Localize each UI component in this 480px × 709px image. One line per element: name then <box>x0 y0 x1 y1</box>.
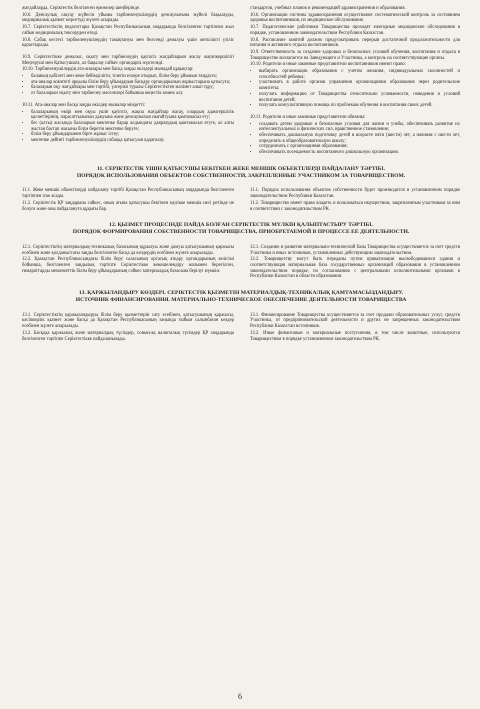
list-item: • получать информацию от Товарищества относительно успеваемости, поведения и условий воспитания детей; <box>259 92 460 103</box>
paragraph: 12.2. Қазақстан Республикасындағы білім беру саласының ортасық атқару органдарының келісімі бойынша, белгіленген заңдылық тәртіпте Серіктестікке жекешелендіру жолымен беретілген, ғимараттарды мемлекеттік білім беру ұйымдарының сәйкес материалдық базасына берілуі мүмкін. <box>22 257 234 274</box>
paragraph: 10.8. Расписание занятий должно предусматривать перерыв достаточной продолжительности для питания и активного отдыха воспитанников. <box>250 37 460 49</box>
section-12-columns <box>22 245 460 281</box>
section-12-heading-ru: ПОРЯДОК ФОРМИРОВАНИЯ СОБСТВЕННОСТИ ТОВАРИЩЕСТВА, ПРИОБРЕТАЕМОЙ В ПРОЦЕССЕ ЕЕ ДЕЯТЕЛЬНОСТИ. <box>72 229 410 236</box>
section-11-right-column <box>250 188 460 213</box>
list-item: • обеспечивать дошкольную подготовку детей в возрасте пяти (шести) лет, а начиная с шести лет, определять в общеобразовательную школу; <box>259 133 460 144</box>
paragraph: 11.1. Порядок использования объектов собственности будет производится в установленном порядке законодательством Республики Казахстан. <box>250 188 460 200</box>
top-right-column <box>250 6 460 157</box>
list-item: • ата-аналар комитеті арқылы білім беру ұйымдарын басқару органдарының жұмыстарына қатысуға; <box>31 80 234 86</box>
section-13-heading <box>22 290 460 304</box>
section-11-heading-kz: 11. СЕРІКТЕСТІК ҮШІН ҚАТЫСУШЫ БЕКІТКЕН ЖЕКЕ МЕНШІК ОБЪЕКТІЛЕРДІ ПАЙДАЛАНУ ТӘРТІБІ. <box>96 165 386 172</box>
paragraph: 13.1. Серіктестіктің қаржыландыруы білім беру қызметтерін сату есебінен, қатысушының қаржысы, кәсіпкерлік қызмет және басқа да Қазақстан Республикасының заңында тыйым салынбаған көздер есебінен жүзеге асырылады. <box>22 312 234 330</box>
paragraph: 10.11. Родители и иные законные представители обязаны: <box>250 114 366 120</box>
list-item: • обеспечивать посещаемость воспитанного дошкольную организацию. <box>259 150 460 156</box>
list-item: • балаларының өмірі мен оқуы үшін қауіпсіз, жақсы жағдайлар жасау, олардың адамгершілік қасиеттерінің, парасаттылығын дамуына және денсаулығын нығайтуына қамтамасыз ету; <box>31 110 234 121</box>
list-item: • бес (алты) жасында балаларын мектепке барар алдындағы даярлаудың қамтамасыз етуге, ал алты жастан бастап жасыны білім беретін мектепке беруге; <box>31 121 234 132</box>
paragraph: 11.2. Серіктестік ҚР заңдарына сәйкес, оның атына қатысушы бекіткен мүлікке меншік иесі ретінде ие болуға және оны пайдалануға құқығы бар. <box>22 200 234 212</box>
top-left-column <box>22 6 234 157</box>
list-item: • получать консультативную помощь по проблемам обучения и воспитания своих детей. <box>259 103 460 109</box>
section-13-heading-ru: ИСТОЧНИК ФИНАНСИРОВАНИЯ. МАТЕРИАЛЬНО-ТЕХНИЧЕСКОЕ ОБЕСПЕЧЕНИЕ ДЕЯТЕЛЬНОСТИ ТОВАРИЩЕСТВА <box>75 296 407 303</box>
paragraph: 10.11. Ата-аналар мен басқа заңды өкілдер мыналар міндетті: <box>22 102 146 108</box>
paragraph: 12.1. Серіктестіктің материалдық-техникалық базасының құрылуы және дамуы қатысушының қаржысы есебінен және қолданыстағы заңды белгіленген басқа да көздердің есебінен жүзеге асырылады. <box>22 244 234 256</box>
bullet-list <box>250 122 460 156</box>
list-item: • сотрудничать с организациями образования; <box>259 144 460 150</box>
bullet-list <box>250 69 460 109</box>
paragraph: 11.1. Жеке меншік объектілерді пайдалану тәртібі Қазақстан Республикасының заңдарында белгіленген тәртіппен іске асады. <box>22 188 234 200</box>
paragraph: 10.7. Педагогические работники Товарищества проходят ежегодные медицинские обследования в порядке, установленном законодательством Республики Казахстан. <box>250 25 460 36</box>
section-13-left-column <box>22 313 234 344</box>
list-item: • от балаларын оқыту мен тәрбиелеу мәселелері бойынша кеңестік көмек алу. <box>31 91 234 97</box>
paragraph: 10.6. Организации системы здравоохранения осуществляют систематический контроль за состоянием здоровья воспитанников, их медицинское обслуживание. <box>250 12 460 24</box>
section-12-left-column <box>22 245 234 281</box>
section-12-heading-kz: 12. ҚЫЗМЕТ ПРОЦЕСІНДЕ ПАЙДА БОЛҒАН СЕРІКТЕСТІК МҮЛКІН ҚАЛЫПТАСТЫРУ ТӘРТІБІ. <box>109 222 373 229</box>
top-columns <box>22 6 460 157</box>
paragraph: 13.2. Иные финансовые и материальные поступления, в том числе валютные, используются Товариществом в порядке установленном законодательством РК. <box>250 330 460 342</box>
section-11-left-column <box>22 188 234 213</box>
bullet-list <box>22 74 234 97</box>
paragraph: стандартов, учебных планов и рекомендаций здравоохранения и образования. <box>250 6 406 11</box>
list-item: • участвовать в работе органов управления организациями образования через родительские комитеты; <box>259 80 460 91</box>
section-13-right-column <box>250 313 460 344</box>
section-12-heading <box>22 222 460 236</box>
section-11-heading-ru: ПОРЯДОК ИСПОЛЬЗОВАНИЯ ОБЪЕКТОВ СОБСТВЕННОСТИ, ЗАКРЕПЛЕННЫЕ УЧАСТНИКОМ ЗА ТОВАРИЩЕСТВОМ. <box>76 172 406 179</box>
list-item: • создавать детям здоровые и безопасные условия для жизни и учебы, обеспечивать развитие их интеллектуальных и физических сил, нравственное становление; <box>259 122 460 133</box>
page-number: 6 <box>238 692 242 701</box>
section-12-right-column <box>250 245 460 281</box>
paragraph: 11.2. Товарищество имеет право владеть и пользоваться имуществом, закрепленным участником за ним в соответствии с законодательством РК. <box>250 200 460 212</box>
list-item: • мектепке дейінгі тәрбиеленушілердің сабаққа қатысуын қадағалау. <box>31 138 234 144</box>
paragraph: 10.6. Денсаулық сақтау жүйесін уйымы тарбиеленушілердің денсаулығына жүйелі бақылауды, медициналық қызмет көрсетуді жүзеге асырады. <box>22 12 234 24</box>
section-13-heading-kz: 13. ҚАРЖЫЛАНДЫРУ КӨЗДЕРІ. СЕРІКТЕСТІК ҚЫЗМЕТІН МАТЕРИАЛДЫҚ-ТЕХНИКАЛЫҚ ҚАМТАМАСЫЗДАНДЫРУ. <box>78 290 404 297</box>
paragraph: 10.10. Тәрбиеленушілердің ата-аналары мен басқа заңды өкілдері мынадай құқықтар: <box>22 67 194 73</box>
paragraph: 12.2. Товариществу могут быть переданы путем приватизации высвободившиеся здания и соответствующая материальная база государственных организаций образования в установленном законодательством порядке, по согласованию с центральными исполнительными органами в Республики Казахстан в области образования. <box>250 257 460 280</box>
paragraph: 10.9. Серіктестікке демалыс, оқыту мен тәрбиелеудің қауіпсіз жағдайларын жасау жауапкершілігі Меңгеруші мен Қатысушыға, ал бақылау сәйкес органдарға жүктеледі. <box>22 54 234 66</box>
paragraph: 13.2. Басқада қаржылық және материалдық түсімдер, соның-ақ валюталық түсімдер ҚР заңдарында белгіленген тәртіппе Серіктестікке пайдаланылады. <box>22 330 234 342</box>
section-11-heading <box>22 166 460 180</box>
paragraph: 10.7. Серіктестіктің педагогтары Қазақстан Республикасының заңдарында белгіленген тәртіппен жыл сайын медициналық тексеруден өтеді. <box>22 25 234 36</box>
paragraph: жағдайларда, Серіктестік белгілеген ережелер шеңберінде. <box>22 6 141 11</box>
list-item: • білім беру ұйымдарымен бірге жұмыс істеу; <box>31 132 234 138</box>
paragraph: 10.9. Ответственность за создание здоровых и безопасных условий обучения, воспитания и отдыха в Товариществе возлагается на Заведующего и Участника, а контроль на соответствующие органы. <box>250 49 460 61</box>
list-item: • балаларын оқу жағдайлары мен тәртібі, үлгерімі туралы Серіктестіктен мәлімет алып тұру; <box>31 85 234 91</box>
list-item: • выбирать организации образования с учетом желания, индивидуальных склонностей и способностей ребенка; <box>259 69 460 80</box>
list-item: • баланың қабілеті мен жеке бейімділігін, тілегін ескере отырып, білім беру ұйымын таңдауға; <box>31 74 234 80</box>
paragraph: 10.10. Родители и иные законные представители воспитанников имеют право: <box>250 62 407 68</box>
bullet-list <box>22 110 234 144</box>
paragraph: 13.1. Финансирование Товарищества осуществляется за счет продажи образовательных услуг, средств Участника, от предпринимательской деятельности и других не запрещенных законодательством Республики Казахстан источников. <box>250 312 460 330</box>
paragraph: 10.8. Сабақ кестесі тәрбиеленушілердің тамақтануы мен белсенді демалуы үшін жеткілікті үзіліс қарастырады. <box>22 37 234 49</box>
section-11-columns <box>22 188 460 213</box>
paragraph: 12.1. Создание и развитие материально-технической базы Товарищества осуществляется за счет средств Участника и иных источников, установленных действующим законодательством. <box>250 244 460 256</box>
section-13-columns <box>22 313 460 344</box>
